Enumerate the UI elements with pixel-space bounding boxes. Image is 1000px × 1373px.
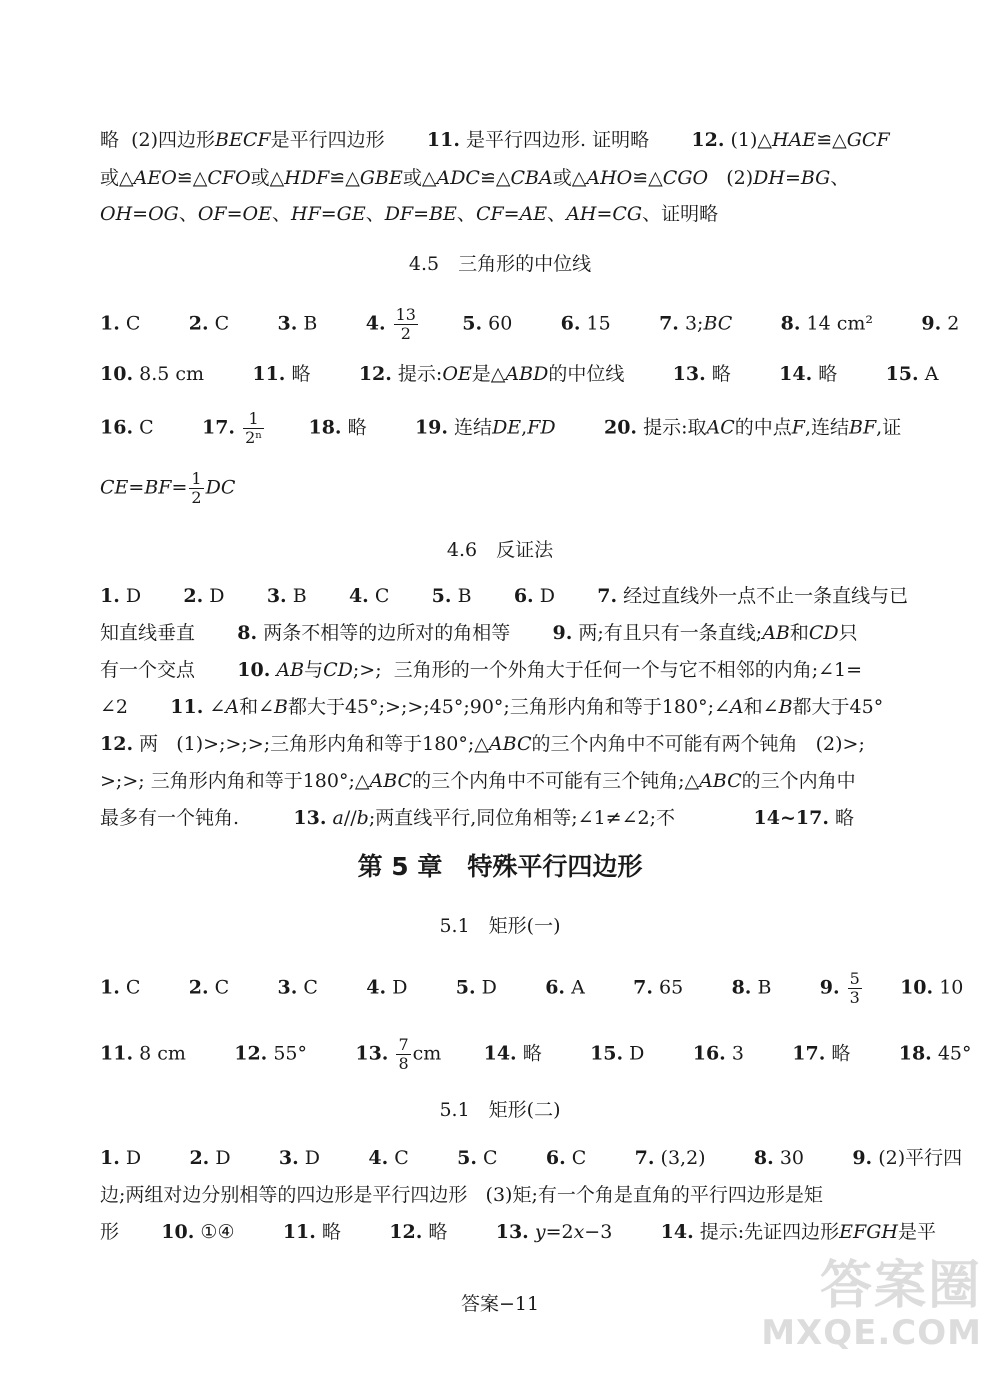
text-fragment: 18. [308,416,342,439]
text-fragment: 8. [237,622,258,644]
text-fragment: CGO [662,167,709,189]
text-fragment: 、 [547,203,567,225]
text-fragment: 15. [885,363,919,385]
s46-line-2 [100,621,900,645]
text-fragment: CFO [207,167,251,189]
text-fragment: A [225,696,240,718]
text-fragment: 9. [552,622,573,644]
text-fragment: 5. [455,976,476,999]
text-fragment: 2 [947,312,960,335]
text-fragment: 3 [849,988,860,1007]
text-fragment: 是平行四边形 [270,129,385,151]
text-fragment: 17. [792,1042,826,1065]
text-fragment: ;两直线平行,同位角相等;∠1≠∠2;不 [368,807,676,829]
text-fragment: 14~17. [753,807,829,829]
text-fragment: (2)>; [815,733,865,755]
text-fragment: C [303,976,318,999]
text-fragment: 三角形内角和等于180°;△ [150,770,370,792]
page-number: 答案−11 [460,1293,540,1315]
text-fragment: D [125,585,142,607]
text-fragment: 4. [366,976,387,999]
s51a-line-2 [100,1035,972,1073]
text-fragment: C [483,1147,498,1169]
section-5-1-part1-title: 5.1 矩形(一) [439,915,561,937]
text-fragment: ≌△ [479,167,511,189]
text-fragment: (3)矩;有一个角是直角的平行四边形是矩 [485,1184,823,1206]
text-fragment: OE [442,363,472,385]
text-fragment: 的三个内角中 [741,770,856,792]
s46-line-5 [100,732,900,756]
text-fragment: 略 [347,416,367,439]
text-fragment: 1. [100,1147,120,1169]
text-fragment: ,连结 [804,416,849,439]
s51b-line-2 [100,1183,900,1207]
text-fragment: C [214,312,230,335]
text-fragment: y [534,1221,546,1243]
text-fragment: 、 [178,203,198,225]
text-fragment: 11. [426,129,460,151]
text-fragment: // [343,807,357,829]
text-fragment: 2 [400,324,411,343]
s45-line-2 [100,362,939,386]
text-fragment: (1)△ [730,129,773,151]
text-fragment: 13 [395,305,416,324]
text-fragment: 6. [545,1147,566,1169]
text-fragment: C [125,312,141,335]
text-fragment: D [629,1042,645,1065]
text-fragment: D [392,976,408,999]
text-fragment: 6. [513,585,534,607]
text-fragment: C [571,1147,587,1169]
text-fragment: 的中点 [734,416,792,439]
text-fragment: 2. [189,1147,210,1169]
fraction-1-2 [189,470,203,507]
text-fragment: A [571,976,585,999]
text-fragment: BECF [215,129,271,151]
text-fragment: 8 cm [139,1042,186,1065]
text-fragment: 20. [603,416,638,439]
text-fragment: , [521,416,528,439]
text-fragment: EFGH [839,1221,898,1243]
text-fragment: 13. [672,363,706,385]
text-fragment: 13. [495,1221,529,1243]
text-fragment: 三角形的一个外角大于任何一个与它不相邻的内角;∠1= [393,659,863,681]
chapter-5-title: 第 5 章 特殊平行四边形 [357,852,643,881]
text-fragment: 和∠ [743,696,779,718]
text-fragment: ≌△ [816,129,847,151]
text-fragment: D [304,1147,321,1169]
text-fragment: 7. [659,312,679,335]
text-fragment: 略 [321,1221,341,1243]
text-fragment: 形 [100,1221,120,1243]
text-fragment: 11. [100,1042,134,1065]
text-fragment: (1)>;>;>;三角形内角和等于180°;△ [176,733,489,755]
s46-line-4 [100,695,900,719]
text-fragment: ;>; [352,659,382,681]
text-fragment: 和 [789,622,809,644]
text-fragment: (2) [726,167,754,189]
text-fragment: 4. [348,585,369,607]
text-fragment: C [394,1147,409,1169]
text-fragment: 60 [488,312,513,335]
text-fragment: 7. [634,1147,655,1169]
text-fragment: 略 [818,363,838,385]
text-fragment: 都大于45°;>;>;45°;90°;三角形内角和等于180°;∠ [287,696,730,718]
s51b-line-3 [100,1220,936,1244]
text-fragment: 3. [277,976,298,999]
text-fragment: CBA [510,167,553,189]
text-fragment: 4. [368,1147,389,1169]
watermark-bottom-text: MXQE.COM [761,1313,982,1353]
text-fragment: x [573,1221,585,1243]
text-fragment: 略 [291,363,311,385]
text-fragment: 65 [659,976,684,999]
text-fragment: 14 cm² [806,312,874,335]
text-fragment: GCF [846,129,890,151]
text-fragment: ADC [436,167,480,189]
text-fragment: 都大于45° [792,696,884,718]
text-fragment: ∠2 [100,696,129,718]
text-fragment: 3. [278,1147,299,1169]
text-fragment: 1. [100,585,120,607]
text-fragment: F [791,416,805,439]
text-fragment: ABC [488,733,532,755]
text-fragment: 知直线垂直 [100,622,196,644]
text-fragment: 11. [282,1221,316,1243]
text-fragment: AC [706,416,735,439]
text-fragment: 4. [365,312,386,335]
text-fragment: OF=OE [197,203,272,225]
text-fragment: 45° [937,1042,972,1065]
text-fragment: OH=OG [100,203,179,225]
text-fragment: 19. [414,416,448,439]
text-fragment: 12. [234,1042,268,1065]
text-fragment: FD [527,416,556,439]
text-fragment: A [729,696,744,718]
text-fragment: 15. [590,1042,624,1065]
text-fragment: 8. [731,976,752,999]
text-fragment: 5 [849,969,860,988]
text-fragment: B [457,585,472,607]
text-fragment: 略 [711,363,731,385]
text-fragment: 略 [100,129,120,151]
text-fragment: 两条不相等的边所对的角相等 [263,622,511,644]
text-fragment: 10. [100,363,134,385]
text-fragment: >;>; [100,770,145,792]
top-line-3 [100,202,900,226]
text-fragment: 两;有且只有一条直线; [578,622,763,644]
text-fragment: 8 [398,1054,409,1073]
text-fragment: 略 [835,807,855,829]
text-fragment: 9. [819,976,840,999]
text-fragment: 或△ [552,167,587,189]
text-fragment: AEO [133,167,177,189]
text-fragment: CD [323,659,353,681]
text-fragment: 略 [428,1221,448,1243]
text-fragment: 2. [188,976,209,999]
text-fragment: 的中位线 [548,363,625,385]
s51b-line-1 [100,1146,963,1170]
text-fragment: 或△ [402,167,437,189]
text-fragment: 8. [753,1147,774,1169]
text-fragment: 是平 [897,1221,936,1243]
text-fragment: AB [276,659,305,681]
s46-line-7 [100,806,900,830]
text-fragment: 12. [100,733,134,755]
text-fragment: C [214,976,230,999]
text-fragment: B [778,696,793,718]
text-fragment: 13. [293,807,327,829]
text-fragment: 2. [188,312,209,335]
text-fragment: 11. [252,363,286,385]
text-fragment: 8. [780,312,801,335]
text-fragment: DE [492,416,522,439]
text-fragment: a [332,807,344,829]
text-fragment: 提示: [397,363,443,385]
text-fragment: D [125,1147,142,1169]
text-fragment: 、 [365,203,385,225]
text-fragment: 、 [271,203,291,225]
text-fragment: 经过直线外一点不止一条直线与已 [623,585,909,607]
text-fragment: D [215,1147,231,1169]
text-fragment: D [209,585,225,607]
text-fragment: ABC [369,770,413,792]
text-fragment: 1. [100,312,120,335]
text-fragment: 与 [304,659,324,681]
text-fragment: 11. [170,696,204,718]
text-fragment: BF [849,416,877,439]
text-fragment: DC [205,476,236,499]
fraction-5-3 [848,970,862,1007]
s46-line-1 [100,584,909,608]
text-fragment: 两 [139,733,159,755]
text-fragment: 2. [183,585,204,607]
text-fragment: 30 [779,1147,804,1169]
text-fragment: 12. [358,363,392,385]
text-fragment: 1. [100,976,120,999]
text-fragment: 和∠ [239,696,274,718]
text-fragment: (2)四边形 [131,129,216,151]
text-fragment: CD [808,622,839,644]
text-fragment: (3,2) [660,1147,706,1169]
text-fragment: ≌△ [329,167,360,189]
text-fragment: ∠ [209,696,226,718]
text-fragment: HAE [772,129,817,151]
section-4-6-title: 4.6 反证法 [446,539,554,561]
top-line-1 [100,128,900,152]
text-fragment: 3. [266,585,287,607]
text-fragment: (2)平行四 [878,1147,963,1169]
text-fragment: 1 [191,469,202,488]
text-fragment: 12. [691,129,725,151]
text-fragment: 13. [355,1042,389,1065]
text-fragment: CF=AE [475,203,548,225]
text-fragment: AH=CG [566,203,643,225]
text-fragment: HF=GE [291,203,366,225]
text-fragment: 或△ [100,167,134,189]
text-fragment: ABD [505,363,549,385]
text-fragment: GBE [359,167,403,189]
s45-line-1 [100,305,960,343]
text-fragment: 15 [586,312,611,335]
s46-line-6 [100,769,900,793]
text-fragment: 5. [457,1147,477,1169]
text-fragment: 10. [900,976,934,999]
text-fragment: ≌△ [176,167,208,189]
text-fragment: 1 [243,410,264,429]
text-fragment: 或△ [250,167,285,189]
text-fragment: 提示:取 [643,416,707,439]
top-line-2 [100,166,900,190]
text-fragment: D [539,585,555,607]
text-fragment: 3; [684,312,704,335]
text-fragment: CE=BF= [100,476,188,499]
text-fragment: B [273,696,288,718]
text-fragment: b [356,807,369,829]
text-fragment: ①④ [200,1221,235,1243]
text-fragment: B [292,585,307,607]
text-fragment: C [125,976,141,999]
text-fragment: 14. [779,363,813,385]
text-fragment: 、证明略 [642,203,719,225]
text-fragment: 10 [939,976,964,999]
text-fragment: C [374,585,390,607]
text-fragment: 55° [273,1042,308,1065]
text-fragment: 6. [560,312,581,335]
text-fragment: 是△ [471,363,506,385]
text-fragment: 、 [456,203,476,225]
text-fragment: 16. [100,416,134,439]
text-fragment: ABC [699,770,742,792]
text-fragment: 9. [852,1147,873,1169]
text-fragment: ,证 [876,416,902,439]
text-fragment: 2 [191,488,202,507]
text-fragment: B [757,976,772,999]
text-fragment: 略 [831,1042,851,1065]
text-fragment: 的三个内角中不可能有三个钝角;△ [412,770,700,792]
text-fragment: 最多有一个钝角. [100,807,240,829]
text-fragment: 10. [161,1221,195,1243]
text-fragment: DH=BG [753,167,831,189]
text-fragment: DF=BE [384,203,457,225]
text-fragment: AB [762,622,790,644]
text-fragment: 连结 [454,416,493,439]
text-fragment: 16. [692,1042,726,1065]
s45-line-3 [100,410,900,447]
watermark-top-text: 答案圈 [819,1256,982,1316]
section-4-5-title: 4.5 三角形的中位线 [408,253,592,275]
text-fragment: =2 [545,1221,574,1243]
fraction-13-2 [394,306,418,343]
fraction-7-8 [396,1036,410,1073]
s46-line-3 [100,658,900,682]
watermark-logo [761,1243,982,1353]
text-fragment: 只 [838,622,858,644]
text-fragment: 5. [462,312,483,335]
text-fragment: ≌△ [632,167,663,189]
text-fragment: 3 [731,1042,744,1065]
text-fragment: 是平行四边形. 证明略 [466,129,650,151]
text-fragment: 9. [921,312,942,335]
text-fragment: 2ⁿ [245,428,263,447]
text-fragment: cm [412,1042,442,1065]
text-fragment: 8.5 cm [139,363,205,385]
text-fragment: 6. [545,976,566,999]
text-fragment: 14. [660,1221,694,1243]
text-fragment: 略 [522,1042,542,1065]
text-fragment: 12. [389,1221,423,1243]
text-fragment: 3. [277,312,298,335]
s45-line-4 [100,470,900,507]
text-fragment: A [924,363,939,385]
text-fragment: 7. [633,976,653,999]
fraction-1-2n [243,410,264,447]
s51a-line-1 [100,969,964,1007]
text-fragment: 17. [201,416,236,439]
text-fragment: BC [703,312,733,335]
section-5-1-part2-title: 5.1 矩形(二) [439,1099,561,1121]
text-fragment: 7 [398,1035,409,1054]
text-fragment: 5. [431,585,452,607]
text-fragment: 、 [830,167,850,189]
text-fragment: 14. [483,1042,517,1065]
text-fragment: HDF [284,167,330,189]
text-fragment: 18. [898,1042,932,1065]
text-fragment: 7. [597,585,618,607]
text-fragment: 有一个交点 [100,659,196,681]
text-fragment: AHO [586,167,633,189]
text-fragment: C [139,416,154,439]
text-fragment: D [481,976,497,999]
text-fragment: 提示:先证四边形 [699,1221,840,1243]
text-fragment: 的三个内角中不可能有两个钝角 [531,733,798,755]
text-fragment: 边;两组对边分别相等的四边形是平行四边形 [100,1184,468,1206]
text-fragment: 10. [237,659,271,681]
text-fragment: B [303,312,318,335]
text-fragment: −3 [584,1221,613,1243]
